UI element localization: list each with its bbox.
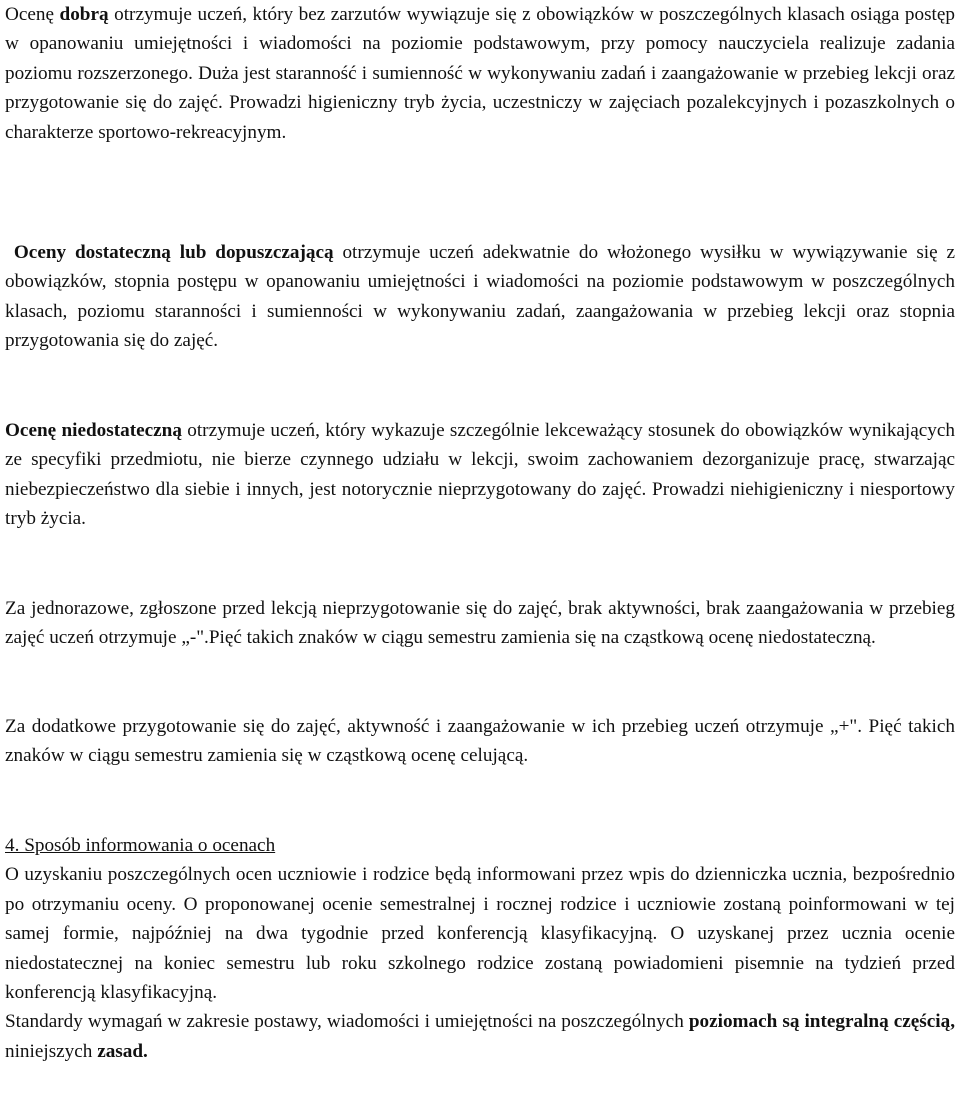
grade-satisfactory-term: Oceny dostateczną lub dopuszczającą	[13, 242, 334, 263]
grade-good-term: dobrą	[59, 4, 109, 25]
standards-bold-1: poziomach są integralną częścią,	[688, 1011, 955, 1033]
section-4-heading-text: 4. Sposób informowania o ocenach	[5, 835, 276, 856]
grade-satisfactory-paragraph	[5, 238, 955, 356]
grade-insufficient-paragraph	[5, 416, 955, 534]
section-4-heading	[5, 831, 955, 860]
standards-paragraph	[5, 1007, 955, 1066]
grade-insufficient-text: otrzymuje uczeń, który wykazuje szczególnie lekceważący stosunek do obowiązków wynikających ze specyfiki przedmiotu, nie bierze czynnego udziału w lekcji, swoim zachowaniem dezorganizuje pracę, stwarzając niebezpieczeństwo dla siebie i innych, jest notorycznie nieprzygotowany do zajęć. Prowadzi niehigieniczny i niesportowy tryb życia.	[5, 420, 955, 530]
grade-good-text: otrzymuje uczeń, który bez zarzutów wywiązuje się z obowiązków w poszczególnych klasach osiąga postęp w opanowaniu umiejętności i wiadomości na poziomie podstawowym, przy pomocy nauczyciela realizuje zadania poziomu rozszerzonego. Duża jest staranność i sumienność w wykonywaniu zadań i zaangażowanie w przebieg lekcji oraz przygotowanie się do zajęć. Prowadzi higieniczny tryb życia, uczestniczy w zajęciach pozalekcyjnych i pozaszkolnych o charakterze sportowo-rekreacyjnym.	[5, 4, 955, 143]
grade-satisfactory-text: otrzymuje uczeń adekwatnie do włożonego wysiłku w wywiązywanie się z obowiązków, stopnia postępu w opanowaniu umiejętności i wiadomości na poziomie podstawowym w poszczególnych klasach, poziomu staranności i sumienności w wykonywaniu zadań, zaangażowania w przebieg lekcji oraz stopnia przygotowania się do zajęć.	[5, 242, 956, 352]
section-4-body: O uzyskaniu poszczególnych ocen uczniowie i rodzice będą informowani przez wpis do dzienniczka ucznia, bezpośrednio po otrzymaniu oceny. O proponowanej ocenie semestralnej i rocznej rodzice i uczniowie zostaną poinformowani w tej samej formie, najpóźniej na dwa tygodnie przed konferencją klasyfikacyjną. O uzyskanej przez ucznia ocenie niedostatecznej na koniec semestru lub roku szkolnego rodzice zostaną powiadomieni pisemnie na tydzień przed konferencją klasyfikacyjną.	[5, 864, 955, 1004]
grade-good-paragraph	[5, 0, 955, 147]
standards-bold-2: zasad.	[97, 1040, 148, 1062]
plus-mark-paragraph: Za dodatkowe przygotowanie się do zajęć, aktywność i zaangażowanie w ich przebieg uczeń otrzymuje „+". Pięć takich znaków w ciągu semestru zamienia się w cząstkową ocenę celującą.	[5, 716, 955, 767]
standards-text: Standardy wymagań w zakresie postawy, wiadomości i umiejętności na poszczególnych	[5, 1011, 689, 1033]
grade-insufficient-term: Ocenę niedostateczną	[5, 420, 182, 441]
grade-good-lead: Ocenę	[5, 4, 60, 25]
standards-mid: niniejszych	[5, 1040, 98, 1062]
section-4	[5, 831, 955, 1066]
minus-mark-paragraph: Za jednorazowe, zgłoszone przed lekcją nieprzygotowanie się do zajęć, brak aktywności, brak zaangażowania w przebieg zajęć uczeń otrzymuje „-".Pięć takich znaków w ciągu semestru zamienia się na cząstkową ocenę niedostateczną.	[5, 598, 955, 649]
